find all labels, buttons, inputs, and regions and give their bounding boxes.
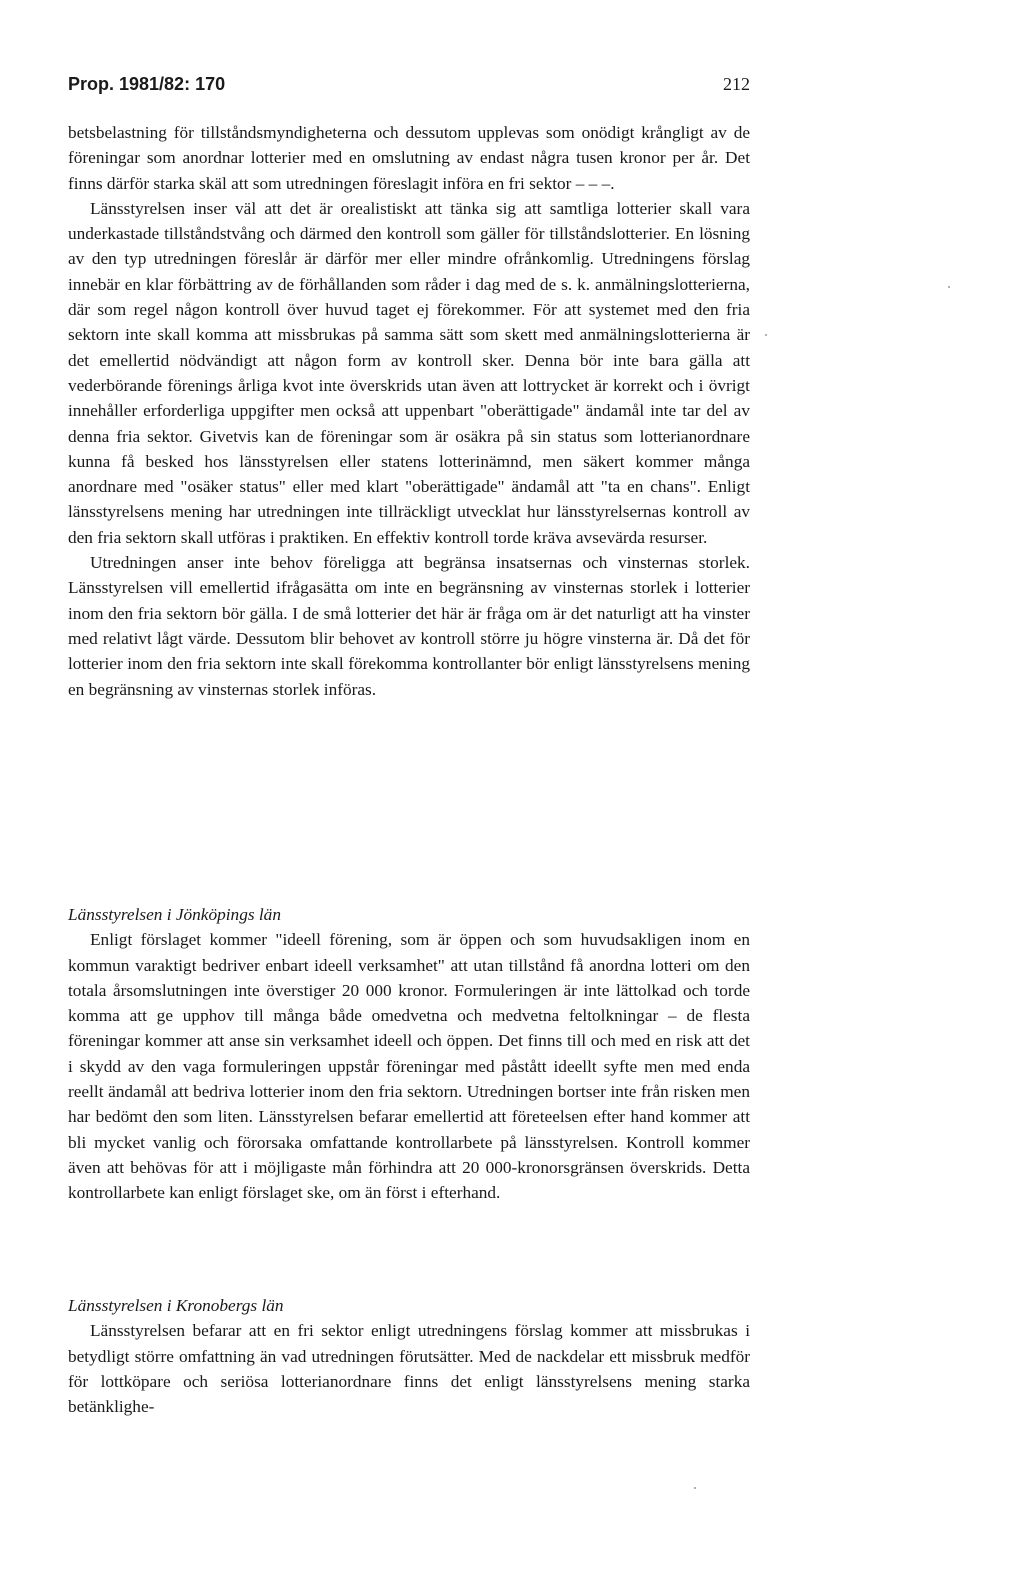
section-kronoberg xyxy=(68,1293,750,1419)
section-continuation xyxy=(68,120,750,702)
section-jonkoping xyxy=(68,902,750,1206)
paragraph: betsbelastning för tillståndsmyndigheterna och dessutom upplevas som onödigt krångligt av de föreningar som anordnar lotterier med en omslutning av endast några tusen kronor per år. Det finns därför starka skäl att som utredningen föreslagit införa en fri sektor – – –. xyxy=(68,123,750,193)
paragraph: Utredningen anser inte behov föreligga att begränsa insatsernas och vinsternas storlek. Länsstyrelsen vill emellertid ifrågasätta om inte en begränsning av vinsternas storlek i lotterier inom den fria sektorn bör gälla. I de små lotterier det här är fråga om är det naturligt att ha vinster med relativt lågt värde. Dessutom blir behovet av kontroll större ju högre vinsterna är. Då det för lotterier inom den fria sektorn inte skall förekomma kontrollanter bör enligt länsstyrelsens mening en begränsning av vinsternas storlek införas. xyxy=(68,553,750,699)
paragraph: Enligt förslaget kommer "ideell förening, som är öppen och som huvudsakligen inom en kommun varaktigt bedriver enbart ideell verksamhet" att utan tillstånd få anordna lotteri om den totala årsomslutningen inte överstiger 20 000 kronor. Formuleringen är inte lättolkad och torde komma att ge upphov till många både omedvetna och medvetna feltolkningar – de flesta föreningar kommer att anse sin verksamhet ideell och öppen. Det finns till och med en risk att det i skydd av den vaga formuleringen uppstår föreningar med påstått ideellt syfte men med enda reellt ändamål att bedriva lotterier inom den fria sektorn. Utredningen bortser inte från risken men har bedömt den som liten. Länsstyrelsen befarar emellertid att företeelsen efter hand kommer att bli mycket vanlig och förorsaka omfattande kontrollarbete på länsstyrelsen. Kontroll kommer även att behövas för att i möjligaste mån förhindra att 20 000-kronorsgränsen överskrids. Detta kontrollarbete kan enligt förslaget ske, om än först i efterhand. xyxy=(68,930,750,1203)
page-header xyxy=(68,72,750,96)
paragraph: Länsstyrelsen befarar att en fri sektor enligt utredningens förslag kommer att missbrukas i betydligt större omfattning än vad utredningen förutsätter. Med de nackdelar ett missbruk medför för lottköpare och seriösa lotterianordnare finns det enligt länsstyrelsens mening starka betänklighe- xyxy=(68,1321,750,1417)
scan-speck xyxy=(948,286,950,288)
paragraph: Länsstyrelsen inser väl att det är orealistiskt att tänka sig att samtliga lotterier skall vara underkastade tillståndstvång och därmed den kontroll som gäller för tillståndslotterier. En lösning av den typ utredningen föreslår är därför mer eller mindre ofrånkomlig. Utredningens förslag innebär en klar förbättring av de förhållanden som råder i dag med de s. k. anmälningslotterierna, där som regel någon kontroll över huvud taget ej förekommer. För att systemet med den fria sektorn inte skall komma att missbrukas på samma sätt som skett med anmälningslotterierna är det emellertid nödvändigt att någon form av kontroll sker. Denna bör inte bara gälla att vederbörande förenings årliga kvot inte överskrids utan även att lottrycket är korrekt och i övrigt innehåller erforderliga uppgifter men också att uppenbart "oberättigade" ändamål inte tar del av denna fria sektor. Givetvis kan de föreningar som är osäkra på sin status som lotterianordnare kunna få besked hos länsstyrelsen eller statens lotterinämnd, men säkert kommer många anordnare med "osäker status" eller med klart "oberättigade" ändamål att "ta en chans". Enligt länsstyrelsens mening har utredningen inte tillräckligt utvecklat hur länsstyrelsernas kontroll av den fria sektorn skall utföras i praktiken. En effektiv kontroll torde kräva avsevärda resurser. xyxy=(68,198,750,547)
document-reference: Prop. 1981/82: 170 xyxy=(68,74,226,94)
section-heading: Länsstyrelsen i Jönköpings län xyxy=(68,905,281,924)
section-heading: Länsstyrelsen i Kronobergs län xyxy=(68,1296,284,1315)
page-number: 212 xyxy=(723,74,750,94)
scan-speck xyxy=(765,334,767,336)
scan-speck xyxy=(694,1487,696,1489)
